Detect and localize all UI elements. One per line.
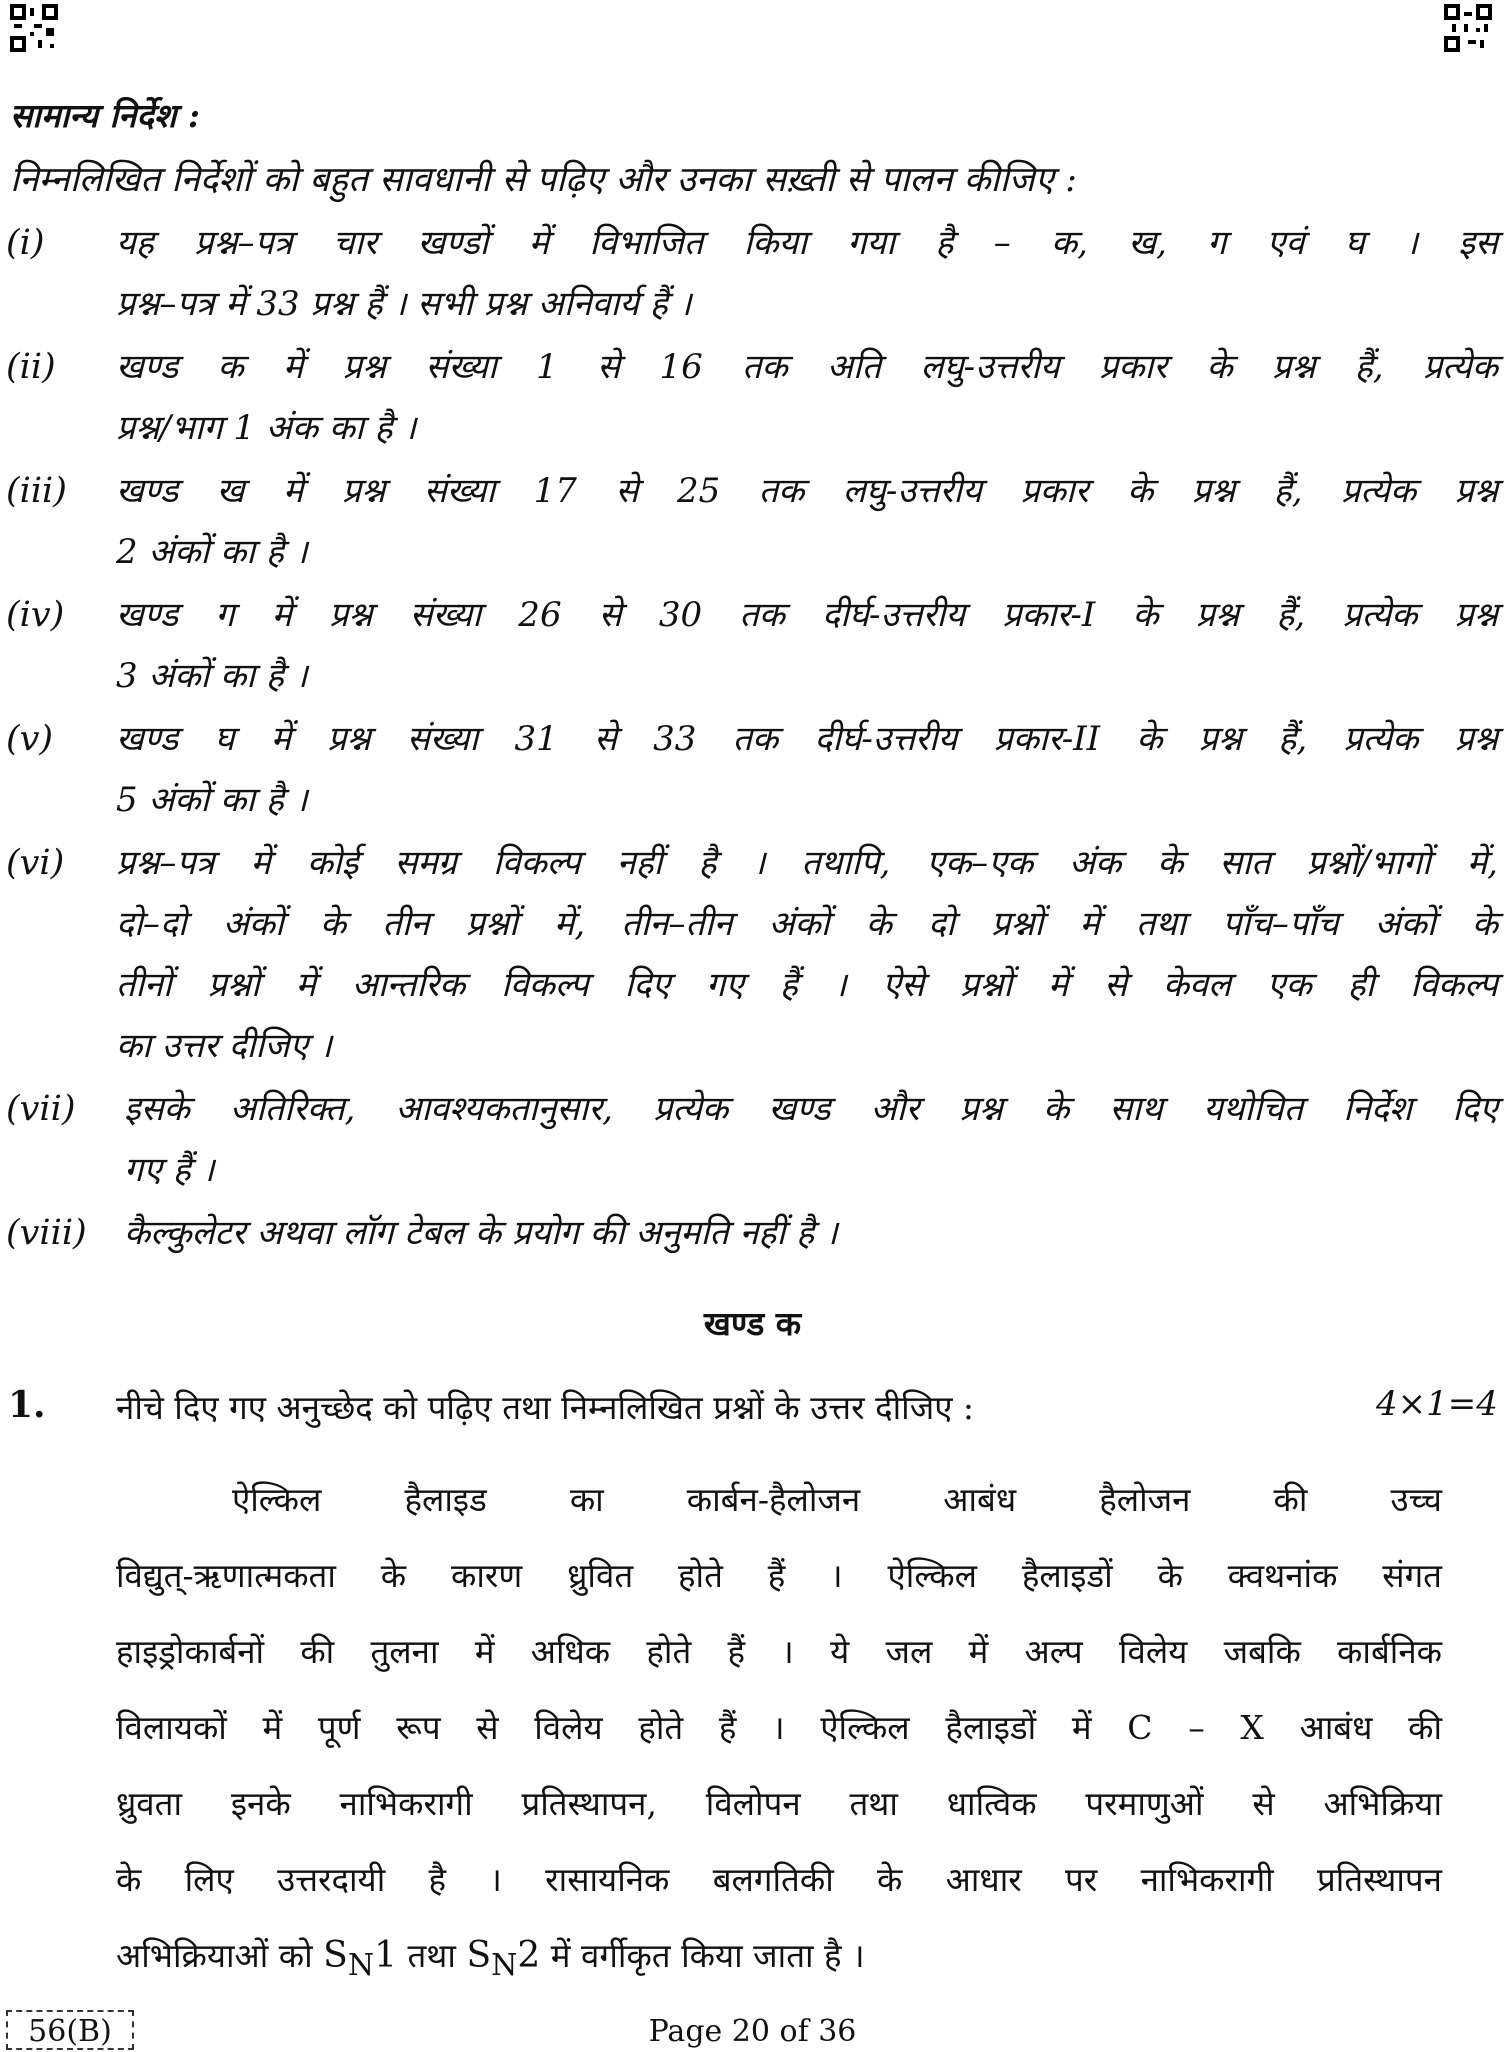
instruction-text xyxy=(124,1079,1498,1201)
sn2-formula xyxy=(466,1935,541,1984)
instruction-number: (viii) xyxy=(6,1213,87,1253)
formula-order: 1 xyxy=(374,1935,397,1976)
passage-line: हाइड्रोकार्बनों की तुलना में अधिक होते हैं । ये जल में अल्प विलेय जबकि कार्बनिक xyxy=(116,1632,1442,1671)
instruction-line: प्रश्न–पत्र में कोई समग्र विकल्प नहीं है । तथापि, एक–एक अंक के सात प्रश्नों/भागों में, xyxy=(116,843,1498,883)
instruction-text xyxy=(116,709,1498,831)
instruction-line: खण्ड घ में प्रश्न संख्या 31 से 33 तक दीर्घ-उत्तरीय प्रकार-II के प्रश्न हैं, प्रत्येक प्रश्न xyxy=(116,719,1498,759)
passage-line: विलायकों में पूर्ण रूप से विलेय होते हैं । ऐल्किल हैलाइडों में C – X आबंध की xyxy=(116,1708,1442,1747)
instruction-line: इसके अतिरिक्त, आवश्यकतानुसार, प्रत्येक खण्ड और प्रश्न के साथ यथोचित निर्देश दिए xyxy=(124,1089,1498,1129)
instruction-line: प्रश्न/भाग 1 अंक का है । xyxy=(116,408,417,448)
instruction-number: (v) xyxy=(6,719,54,759)
instruction-text xyxy=(124,1203,1498,1264)
instruction-number: (iii) xyxy=(6,471,67,511)
passage-line: ऐल्किल हैलाइड का कार्बन-हैलोजन आबंध हैलोजन की उच्च xyxy=(232,1480,1442,1519)
instructions-intro: निम्नलिखित निर्देशों को बहुत सावधानी से पढ़िए और उनका सख़्ती से पालन कीजिए : xyxy=(10,160,1077,200)
instruction-line: 5 अंकों का है । xyxy=(116,780,308,820)
question-number: 1. xyxy=(8,1384,46,1426)
instruction-line: 3 अंकों का है । xyxy=(116,656,308,696)
question-text: नीचे दिए गए अनुच्छेद को पढ़िए तथा निम्नलिखित प्रश्नों के उत्तर दीजिए : xyxy=(116,1388,975,1427)
instruction-text xyxy=(116,337,1498,459)
instruction-line: यह प्रश्न–पत्र चार खण्डों में विभाजित किया गया है – क, ख, ग एवं घ । इस xyxy=(116,223,1498,263)
instructions-heading: सामान्य निर्देश : xyxy=(10,96,200,135)
instruction-text xyxy=(116,833,1498,1077)
instruction-line: कैल्कुलेटर अथवा लॉग टेबल के प्रयोग की अनुमति नहीं है । xyxy=(124,1213,838,1253)
instruction-line: दो–दो अंकों के तीन प्रश्नों में, तीन–तीन अंकों के दो प्रश्नों में तथा पाँच–पाँच अंकों के xyxy=(116,904,1498,944)
instruction-number: (i) xyxy=(6,223,45,263)
instruction-number: (vi) xyxy=(6,843,65,883)
passage-text: में वर्गीकृत किया जाता है । xyxy=(550,1936,865,1975)
instruction-line: प्रश्न–पत्र में 33 प्रश्न हैं । सभी प्रश्न अनिवार्य हैं । xyxy=(116,284,692,324)
formula-order: 2 xyxy=(517,1935,541,1976)
formula-symbol: S xyxy=(323,1935,348,1976)
formula-symbol: S xyxy=(466,1935,492,1976)
passage-text: अभिक्रियाओं को xyxy=(116,1936,313,1975)
passage-line xyxy=(116,1918,1442,2004)
passage-line: के लिए उत्तरदायी है । रासायनिक बलगतिकी के आधार पर नाभिकरागी प्रतिस्थापन xyxy=(116,1860,1442,1899)
paper-code: 56(B) xyxy=(6,2010,134,2050)
question-marks: 4×1=4 xyxy=(1376,1384,1498,1424)
instruction-line: का उत्तर दीजिए । xyxy=(116,1026,332,1066)
instruction-line: खण्ड ग में प्रश्न संख्या 26 से 30 तक दीर्घ-उत्तरीय प्रकार-I के प्रश्न हैं, प्रत्येक प्रश्न xyxy=(116,595,1498,635)
sn1-formula xyxy=(323,1935,397,1984)
instruction-text xyxy=(116,461,1498,583)
formula-subscript: N xyxy=(347,1948,375,1984)
section-title: खण्ड क xyxy=(703,1304,802,1343)
passage xyxy=(116,1462,1442,2004)
instruction-line: तीनों प्रश्नों में आन्तरिक विकल्प दिए गए हैं । ऐसे प्रश्नों में से केवल एक ही विकल्प xyxy=(116,965,1498,1005)
qr-code-right-icon xyxy=(1444,4,1492,52)
instruction-line: गए हैं । xyxy=(124,1150,215,1190)
instruction-number: (vii) xyxy=(6,1089,76,1129)
formula-subscript: N xyxy=(491,1948,518,1984)
instruction-number: (ii) xyxy=(6,347,56,387)
passage-line: विद्युत्-ऋणात्मकता के कारण ध्रुवित होते हैं । ऐल्किल हैलाइडों के क्वथनांक संगत xyxy=(116,1556,1442,1595)
qr-code-left-icon xyxy=(10,4,58,52)
instruction-text xyxy=(116,213,1498,335)
instruction-line: 2 अंकों का है । xyxy=(116,532,308,572)
passage-text: तथा xyxy=(407,1936,456,1975)
passage-line: ध्रुवता इनके नाभिकरागी प्रतिस्थापन, विलोपन तथा धात्विक परमाणुओं से अभिक्रिया xyxy=(116,1784,1442,1823)
instruction-text xyxy=(116,585,1498,707)
instruction-line: खण्ड ख में प्रश्न संख्या 17 से 25 तक लघु-उत्तरीय प्रकार के प्रश्न हैं, प्रत्येक प्रश्न xyxy=(116,471,1498,511)
instruction-number: (iv) xyxy=(6,595,65,635)
page-number: Page 20 of 36 xyxy=(648,2014,857,2049)
instruction-line: खण्ड क में प्रश्न संख्या 1 से 16 तक अति लघु-उत्तरीय प्रकार के प्रश्न हैं, प्रत्येक xyxy=(116,347,1498,387)
